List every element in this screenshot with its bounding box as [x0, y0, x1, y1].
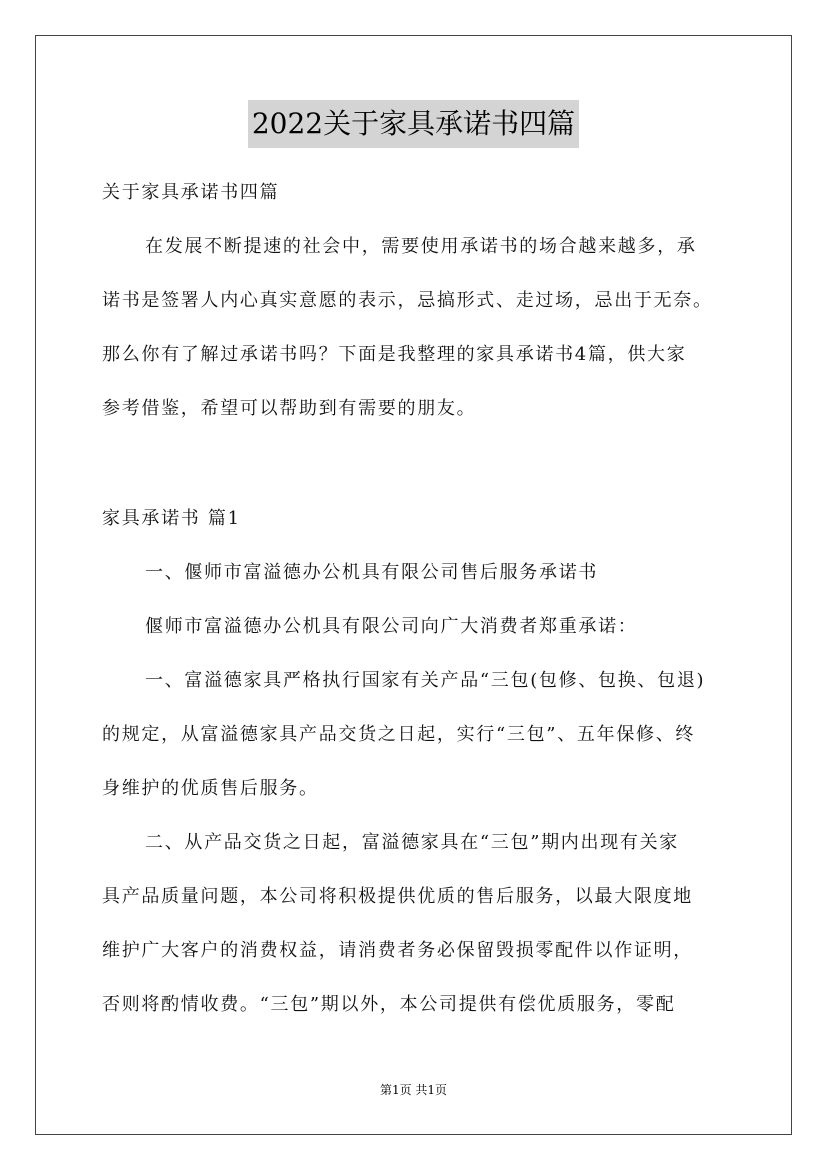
document-subtitle: 关于家具承诺书四篇 — [102, 182, 280, 203]
section-heading: 家具承诺书 篇1 — [102, 508, 241, 529]
section-line-4: 的规定，从富溢德家具产品交货之日起，实行“三包”、五年保修、终 — [102, 724, 696, 745]
section-line-2: 偃师市富溢德办公机具有限公司向广大消费者郑重承诺： — [145, 616, 638, 637]
section-line-9: 否则将酌情收费。“三包”期以外，本公司提供有偿优质服务，零配 — [102, 994, 676, 1015]
section-line-8: 维护广大客户的消费权益，请消费者务必保留毁损零配件以作证明， — [102, 940, 693, 961]
document-title: 2022关于家具承诺书四篇 — [248, 100, 579, 148]
section-line-1: 一、偃师市富溢德办公机具有限公司售后服务承诺书 — [145, 562, 599, 583]
section-line-6: 二、从产品交货之日起，富溢德家具在“三包”期内出现有关家 — [145, 832, 680, 853]
intro-line-2: 诺书是签署人内心真实意愿的表示，忌搞形式、走过场，忌出于无奈。 — [102, 290, 713, 311]
intro-line-4: 参考借鉴，希望可以帮助到有需要的朋友。 — [102, 398, 477, 419]
section-line-7: 具产品质量问题，本公司将积极提供优质的售后服务，以最大限度地 — [102, 886, 693, 907]
intro-line-1: 在发展不断提速的社会中，需要使用承诺书的场合越来越多，承 — [145, 236, 697, 257]
title-container — [0, 100, 827, 148]
section-line-5: 身维护的优质售后服务。 — [102, 778, 319, 799]
intro-line-3: 那么你有了解过承诺书吗？下面是我整理的家具承诺书4篇，供大家 — [102, 344, 687, 365]
section-line-3: 一、富溢德家具严格执行国家有关产品“三包(包修、包换、包退) — [145, 670, 706, 691]
page-footer: 第1页 共1页 — [379, 1083, 448, 1097]
